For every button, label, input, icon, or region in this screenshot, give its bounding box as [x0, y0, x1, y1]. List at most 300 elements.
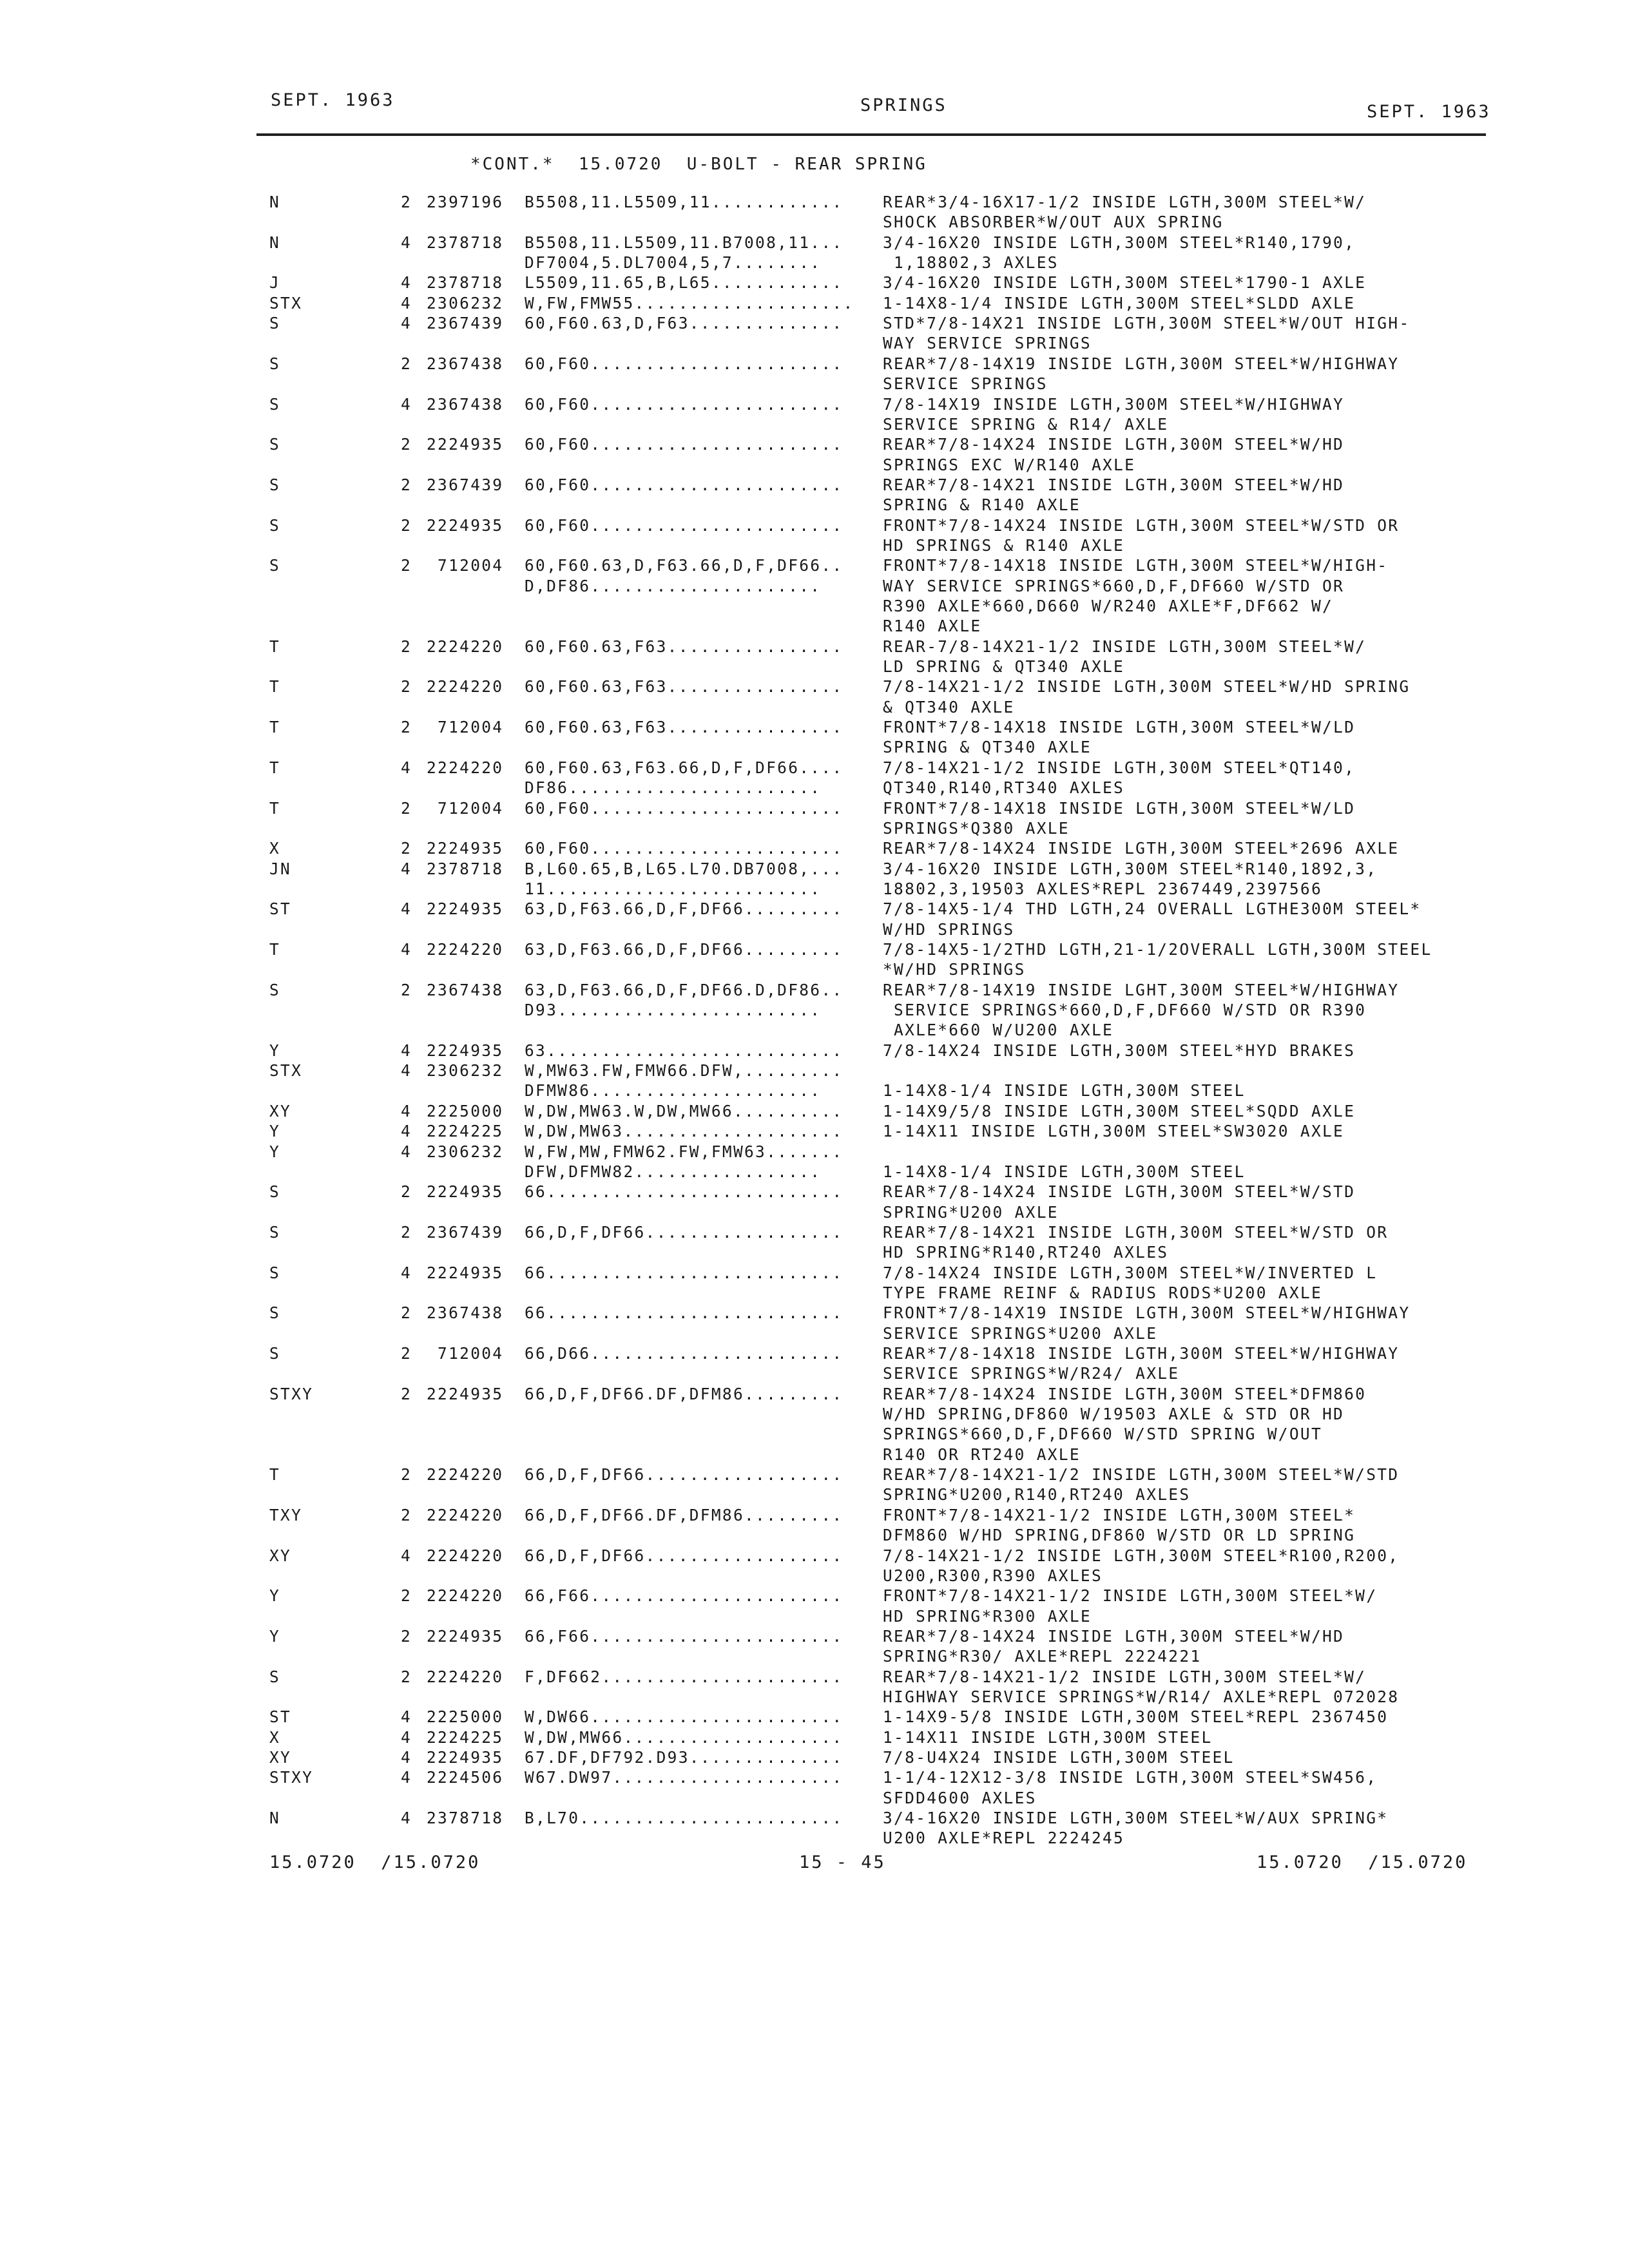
quantity: 4 — [401, 1768, 412, 1787]
quantity: 4 — [401, 1727, 412, 1747]
model-applications-line: B,L70........................ — [525, 1809, 843, 1827]
quantity: 4 — [401, 293, 412, 312]
quantity: 4 — [401, 1748, 412, 1767]
table-row — [0, 233, 1629, 273]
description-line: R140 AXLE — [883, 617, 982, 636]
model-applications-line: 60,F60....................... — [525, 515, 843, 535]
description-line: 7/8-14X5-1/4 THD LGTH,24 OVERALL LGTHE300M STEEL* — [883, 899, 1422, 919]
quantity: 2 — [401, 475, 412, 494]
description-line: SFDD4600 AXLES — [883, 1788, 1037, 1807]
quantity: 4 — [401, 1263, 412, 1282]
model-code: S — [269, 1263, 281, 1282]
part-number: 2225000 — [427, 1101, 504, 1120]
model-code: X — [269, 1727, 281, 1747]
description-line: REAR*7/8-14X19 INSIDE LGTH,300M STEEL*W/HIGHWAY — [883, 354, 1400, 373]
part-number: 2367438 — [427, 1303, 504, 1323]
quantity: 2 — [401, 1343, 412, 1363]
model-code: T — [269, 637, 281, 656]
quantity: 2 — [401, 677, 412, 697]
table-row — [0, 1727, 1629, 1747]
model-applications-line: B5508,11.L5509,11............ — [525, 193, 843, 211]
part-number: 2224506 — [427, 1768, 504, 1787]
description-line: R390 AXLE*660,D660 W/R240 AXLE*F,DF662 W/ — [883, 596, 1334, 615]
description-line: 7/8-14X19 INSIDE LGTH,300M STEEL*W/HIGHWAY — [883, 394, 1345, 414]
model-code: J — [269, 273, 281, 293]
description-line: HD SPRINGS & R140 AXLE — [883, 535, 1125, 555]
model-code: S — [269, 1667, 281, 1686]
model-code: S — [269, 556, 281, 575]
quantity: 2 — [401, 1384, 412, 1403]
model-applications-line: W,FW,MW,FMW62.FW,FMW63....... — [525, 1142, 843, 1161]
model-code: T — [269, 798, 281, 818]
part-number: 2367438 — [427, 980, 504, 999]
model-code: Y — [269, 1586, 281, 1606]
part-number: 2224220 — [427, 1505, 504, 1524]
description-line: *W/HD SPRINGS — [883, 960, 1026, 979]
part-number: 2367438 — [427, 354, 504, 373]
part-number: 2224935 — [427, 839, 504, 858]
model-applications-line: 60,F60.63,F63.66,D,F,DF66.... — [525, 758, 843, 777]
table-row — [0, 798, 1629, 839]
model-code: S — [269, 394, 281, 414]
description-line: 7/8-14X24 INSIDE LGTH,300M STEEL*HYD BRAKES — [883, 1041, 1356, 1060]
description-line: FRONT*7/8-14X24 INSIDE LGTH,300M STEEL*W/STD OR — [883, 515, 1400, 535]
description-line: 1-14X8-1/4 INSIDE LGTH,300M STEEL — [883, 1081, 1246, 1100]
part-number: 2224220 — [427, 758, 504, 777]
part-number: 2224220 — [427, 1586, 504, 1606]
model-applications-line: 66,D,F,DF66.DF,DFM86......... — [525, 1384, 843, 1403]
description-line: U200,R300,R390 AXLES — [883, 1566, 1103, 1585]
model-code: T — [269, 718, 281, 737]
description-line: 7/8-14X21-1/2 INSIDE LGTH,300M STEEL*QT140, — [883, 758, 1356, 777]
table-row — [0, 1667, 1629, 1707]
description-line: REAR*7/8-14X21 INSIDE LGTH,300M STEEL*W/STD OR — [883, 1222, 1389, 1242]
model-applications-line: 63,D,F63.66,D,F,DF66......... — [525, 899, 843, 919]
part-number: 2224935 — [427, 1182, 504, 1202]
quantity: 4 — [401, 314, 412, 333]
description-line: SPRING & R140 AXLE — [883, 495, 1081, 515]
model-code: S — [269, 435, 281, 454]
model-applications-line: 60,F60....................... — [525, 475, 843, 494]
header-date-left: SEPT. 1963 — [271, 90, 395, 110]
model-code: STXY — [269, 1768, 314, 1787]
model-applications-line: D,DF86..................... — [525, 576, 822, 595]
description-line: R140 OR RT240 AXLE — [883, 1445, 1081, 1464]
quantity: 4 — [401, 940, 412, 959]
description-line: 3/4-16X20 INSIDE LGTH,300M STEEL*R140,1892,3, — [883, 859, 1378, 878]
quantity: 4 — [401, 1809, 412, 1827]
description-line: REAR*7/8-14X24 INSIDE LGTH,300M STEEL*W/HD — [883, 435, 1345, 454]
description-line: HIGHWAY SERVICE SPRINGS*W/R14/ AXLE*REPL 072028 — [883, 1687, 1400, 1706]
description-line: 1-14X11 INSIDE LGTH,300M STEEL*SW3020 AXLE — [883, 1122, 1345, 1141]
description-line: SERVICE SPRINGS*660,D,F,DF660 W/STD OR R390 — [883, 1001, 1367, 1020]
description-line: REAR*7/8-14X24 INSIDE LGTH,300M STEEL*W/STD — [883, 1182, 1356, 1202]
table-row — [0, 838, 1629, 858]
table-row — [0, 1505, 1629, 1546]
table-row — [0, 1222, 1629, 1263]
quantity: 2 — [401, 1667, 412, 1686]
description-line: DFM860 W/HD SPRING,DF860 W/STD OR LD SPRING — [883, 1526, 1356, 1545]
description-line: U200 AXLE*REPL 2224245 — [883, 1829, 1125, 1848]
table-row — [0, 899, 1629, 939]
part-number: 2306232 — [427, 293, 504, 312]
table-row — [0, 1465, 1629, 1505]
table-row — [0, 434, 1629, 475]
quantity: 2 — [401, 980, 412, 999]
description-line: FRONT*7/8-14X18 INSIDE LGTH,300M STEEL*W/LD — [883, 798, 1356, 818]
model-code: Y — [269, 1626, 281, 1646]
description-line: REAR*3/4-16X17-1/2 INSIDE LGTH,300M STEEL*W/ — [883, 193, 1367, 211]
table-row — [0, 1808, 1629, 1849]
part-number: 2367439 — [427, 1222, 504, 1242]
description-line: SERVICE SPRINGS*U200 AXLE — [883, 1323, 1158, 1343]
quantity: 4 — [401, 859, 412, 878]
part-number: 2224220 — [427, 1546, 504, 1565]
model-applications-line: DF7004,5.DL7004,5,7........ — [525, 253, 822, 273]
description-line: REAR*7/8-14X21-1/2 INSIDE LGTH,300M STEEL*W/STD — [883, 1465, 1400, 1485]
description-line: 18802,3,19503 AXLES*REPL 2367449,2397566 — [883, 879, 1323, 898]
quantity: 2 — [401, 354, 412, 373]
description-line: SPRING*R30/ AXLE*REPL 2224221 — [883, 1647, 1202, 1666]
quantity: 2 — [401, 435, 412, 454]
quantity: 4 — [401, 394, 412, 414]
description-line: FRONT*7/8-14X19 INSIDE LGTH,300M STEEL*W/HIGHWAY — [883, 1303, 1411, 1323]
table-row — [0, 1626, 1629, 1667]
description-line: STD*7/8-14X21 INSIDE LGTH,300M STEEL*W/OUT HIGH- — [883, 314, 1411, 333]
quantity: 2 — [401, 839, 412, 858]
quantity: 2 — [401, 798, 412, 818]
model-code: JN — [269, 859, 292, 878]
model-applications-line: 66........................... — [525, 1303, 843, 1323]
description-line: TYPE FRAME REINF & RADIUS RODS*U200 AXLE — [883, 1283, 1323, 1302]
model-code: S — [269, 1222, 281, 1242]
description-line: 1-14X8-1/4 INSIDE LGTH,300M STEEL — [883, 1162, 1246, 1181]
quantity: 2 — [401, 1626, 412, 1646]
part-number: 2224935 — [427, 1263, 504, 1282]
description-line: SPRINGS*660,D,F,DF660 W/STD SPRING W/OUT — [883, 1425, 1323, 1444]
model-applications-line: 60,F60.63,F63................ — [525, 637, 843, 656]
table-row — [0, 313, 1629, 354]
table-row — [0, 1767, 1629, 1808]
table-row — [0, 273, 1629, 293]
model-code: TXY — [269, 1505, 303, 1524]
model-applications-line: DF86....................... — [525, 778, 822, 798]
table-row — [0, 637, 1629, 677]
quantity: 4 — [401, 1041, 412, 1060]
part-number: 2378718 — [427, 233, 504, 252]
part-number: 2397196 — [427, 193, 504, 211]
description-line: 1-14X9-5/8 INSIDE LGTH,300M STEEL*REPL 2367450 — [883, 1707, 1389, 1727]
part-number: 712004 — [427, 1343, 504, 1363]
quantity: 2 — [401, 515, 412, 535]
table-row — [0, 1546, 1629, 1586]
quantity: 2 — [401, 1505, 412, 1524]
part-number: 2378718 — [427, 859, 504, 878]
part-number: 2378718 — [427, 273, 504, 293]
model-applications-line: 60,F60....................... — [525, 435, 843, 454]
model-applications-line: 60,F60....................... — [525, 394, 843, 414]
description-line: REAR*7/8-14X24 INSIDE LGTH,300M STEEL*2696 AXLE — [883, 839, 1400, 858]
model-applications-line: 66........................... — [525, 1182, 843, 1202]
footer-page-number: 15 - 45 — [799, 1852, 886, 1872]
description-line: 1-14X8-1/4 INSIDE LGTH,300M STEEL*SLDD AXLE — [883, 293, 1356, 312]
table-row — [0, 1707, 1629, 1727]
model-code: T — [269, 1465, 281, 1485]
description-line: SERVICE SPRINGS*W/R24/ AXLE — [883, 1364, 1180, 1383]
table-row — [0, 515, 1629, 556]
quantity: 2 — [401, 1465, 412, 1485]
model-applications-line: W,FW,FMW55.................... — [525, 293, 854, 312]
model-applications-line: 66,D,F,DF66.................. — [525, 1546, 843, 1565]
model-applications-line: 66,F66....................... — [525, 1586, 843, 1606]
quantity: 2 — [401, 1222, 412, 1242]
table-row — [0, 758, 1629, 798]
model-code: S — [269, 515, 281, 535]
model-code: S — [269, 354, 281, 373]
part-number: 2367439 — [427, 475, 504, 494]
description-line: 3/4-16X20 INSIDE LGTH,300M STEEL*W/AUX SPRING* — [883, 1809, 1389, 1827]
part-number: 2224935 — [427, 899, 504, 919]
model-code: ST — [269, 1707, 292, 1727]
quantity: 4 — [401, 1707, 412, 1727]
table-row — [0, 1263, 1629, 1303]
description-line: 1,18802,3 AXLES — [883, 253, 1059, 273]
part-number: 2378718 — [427, 1809, 504, 1827]
table-row — [0, 293, 1629, 313]
model-applications-line: 66,D66....................... — [525, 1343, 843, 1363]
model-code: T — [269, 677, 281, 697]
quantity: 4 — [401, 1101, 412, 1120]
model-applications-line: 66,D,F,DF66.DF,DFM86......... — [525, 1505, 843, 1524]
model-applications-line: W,DW66....................... — [525, 1707, 843, 1727]
quantity: 4 — [401, 1142, 412, 1161]
description-line: SPRINGS*Q380 AXLE — [883, 818, 1070, 838]
model-code: ST — [269, 899, 292, 919]
model-code: S — [269, 980, 281, 999]
quantity: 4 — [401, 1122, 412, 1141]
description-line: 3/4-16X20 INSIDE LGTH,300M STEEL*1790-1 AXLE — [883, 273, 1367, 293]
description-line: REAR-7/8-14X21-1/2 INSIDE LGTH,300M STEEL*W/ — [883, 637, 1367, 656]
part-number: 2224935 — [427, 1041, 504, 1060]
description-line: FRONT*7/8-14X18 INSIDE LGTH,300M STEEL*W/HIGH- — [883, 556, 1389, 575]
quantity: 4 — [401, 273, 412, 293]
description-line: 7/8-14X24 INSIDE LGTH,300M STEEL*W/INVERTED L — [883, 1263, 1378, 1282]
model-applications-line: 66,D,F,DF66.................. — [525, 1465, 843, 1485]
quantity: 2 — [401, 637, 412, 656]
part-number: 2224225 — [427, 1727, 504, 1747]
quantity: 2 — [401, 718, 412, 737]
description-line: SHOCK ABSORBER*W/OUT AUX SPRING — [883, 213, 1224, 232]
model-applications-line: DFW,DFMW82................. — [525, 1162, 822, 1181]
model-applications-line: 66,F66....................... — [525, 1626, 843, 1646]
model-applications-line: B,L60.65,B,L65.L70.DB7008,... — [525, 859, 843, 878]
quantity: 2 — [401, 1182, 412, 1202]
model-applications-line: D93........................ — [525, 1001, 822, 1020]
description-line: REAR*7/8-14X19 INSIDE LGHT,300M STEEL*W/HIGHWAY — [883, 980, 1400, 999]
model-applications-line: 60,F60....................... — [525, 798, 843, 818]
table-row — [0, 1384, 1629, 1465]
table-row — [0, 192, 1629, 233]
quantity: 2 — [401, 556, 412, 575]
description-line: W/HD SPRING,DF860 W/19503 AXLE & STD OR HD — [883, 1405, 1345, 1424]
part-number: 2367438 — [427, 394, 504, 414]
model-applications-line: 11......................... — [525, 879, 822, 898]
footer-section-left: 15.0720 /15.0720 — [269, 1852, 481, 1872]
description-line: 7/8-14X21-1/2 INSIDE LGTH,300M STEEL*W/HD SPRING — [883, 677, 1411, 697]
quantity: 4 — [401, 1546, 412, 1565]
part-number: 2224935 — [427, 435, 504, 454]
model-code: N — [269, 1809, 281, 1827]
description-line: REAR*7/8-14X24 INSIDE LGTH,300M STEEL*DFM860 — [883, 1384, 1367, 1403]
quantity: 4 — [401, 233, 412, 252]
description-line: FRONT*7/8-14X21-1/2 INSIDE LGTH,300M STEEL*W/ — [883, 1586, 1378, 1606]
footer-section-right: 15.0720 /15.0720 — [1257, 1852, 1468, 1872]
part-number: 2224935 — [427, 1384, 504, 1403]
table-row — [0, 1121, 1629, 1141]
model-applications-line: DFMW86..................... — [525, 1081, 822, 1100]
part-number: 712004 — [427, 798, 504, 818]
description-line: 7/8-U4X24 INSIDE LGTH,300M STEEL — [883, 1748, 1235, 1767]
model-code: XY — [269, 1748, 292, 1767]
header-date-right: SEPT. 1963 — [1367, 102, 1491, 122]
description-line: AXLE*660 W/U200 AXLE — [883, 1021, 1114, 1040]
table-row — [0, 939, 1629, 980]
table-row — [0, 394, 1629, 435]
model-code: S — [269, 1182, 281, 1202]
description-line: WAY SERVICE SPRINGS*660,D,F,DF660 W/STD OR — [883, 576, 1345, 595]
model-code: XY — [269, 1101, 292, 1120]
description-line: 1-14X11 INSIDE LGTH,300M STEEL — [883, 1727, 1213, 1747]
description-line: SERVICE SPRING & R14/ AXLE — [883, 414, 1169, 434]
part-number: 712004 — [427, 556, 504, 575]
part-number: 2224220 — [427, 677, 504, 697]
header-title: SPRINGS — [860, 95, 947, 115]
description-line: 7/8-14X21-1/2 INSIDE LGTH,300M STEEL*R100,R200, — [883, 1546, 1400, 1565]
table-row — [0, 1303, 1629, 1343]
model-code: N — [269, 233, 281, 252]
model-applications-line: F,DF662...................... — [525, 1667, 843, 1686]
model-applications-line: 67.DF,DF792.D93.............. — [525, 1748, 843, 1767]
model-applications-line: 66........................... — [525, 1263, 843, 1282]
quantity: 4 — [401, 899, 412, 919]
part-number: 2306232 — [427, 1061, 504, 1080]
model-applications-line: B5508,11.L5509,11.B7008,11... — [525, 233, 843, 252]
model-applications-line: W67.DW97..................... — [525, 1768, 843, 1787]
part-number: 2224220 — [427, 1667, 504, 1686]
part-number: 2225000 — [427, 1707, 504, 1727]
description-line: FRONT*7/8-14X21-1/2 INSIDE LGTH,300M STEEL* — [883, 1505, 1356, 1524]
model-code: XY — [269, 1546, 292, 1565]
description-line: 7/8-14X5-1/2THD LGTH,21-1/2OVERALL LGTH,300M STEEL — [883, 940, 1432, 959]
model-applications-line: 66,D,F,DF66.................. — [525, 1222, 843, 1242]
table-row — [0, 1343, 1629, 1384]
model-code: Y — [269, 1142, 281, 1161]
description-line: HD SPRING*R140,RT240 AXLES — [883, 1243, 1169, 1262]
quantity: 4 — [401, 758, 412, 777]
description-line: SPRING & QT340 AXLE — [883, 738, 1092, 757]
model-applications-line: W,DW,MW63.................... — [525, 1122, 843, 1141]
description-line: FRONT*7/8-14X18 INSIDE LGTH,300M STEEL*W/LD — [883, 718, 1356, 737]
table-row — [0, 859, 1629, 899]
model-applications-line: 60,F60....................... — [525, 354, 843, 373]
model-code: STX — [269, 1061, 303, 1080]
model-code: S — [269, 1303, 281, 1323]
description-line: SPRINGS EXC W/R140 AXLE — [883, 455, 1136, 474]
table-row — [0, 1101, 1629, 1121]
description-line: REAR*7/8-14X21 INSIDE LGTH,300M STEEL*W/HD — [883, 475, 1345, 494]
quantity: 2 — [401, 193, 412, 211]
model-applications-line: 63........................... — [525, 1041, 843, 1060]
table-row — [0, 1041, 1629, 1061]
model-applications-line: 60,F60.63,D,F63.............. — [525, 314, 843, 333]
description-line: & QT340 AXLE — [883, 697, 1015, 716]
model-applications-line: 63,D,F63.66,D,F,DF66.D,DF86.. — [525, 980, 843, 999]
model-applications-line: W,DW,MW66.................... — [525, 1727, 843, 1747]
model-code: N — [269, 193, 281, 211]
table-row — [0, 555, 1629, 636]
part-number: 2367439 — [427, 314, 504, 333]
model-applications-line: 60,F60.63,F63................ — [525, 718, 843, 737]
model-applications-line: 60,F60.63,F63................ — [525, 677, 843, 697]
description-line: SERVICE SPRINGS — [883, 374, 1048, 394]
table-row — [0, 354, 1629, 394]
description-line: HD SPRING*R300 AXLE — [883, 1606, 1092, 1626]
table-row — [0, 1061, 1629, 1101]
description-line: 1-1/4-12X12-3/8 INSIDE LGTH,300M STEEL*SW456, — [883, 1768, 1378, 1787]
part-number: 2306232 — [427, 1142, 504, 1161]
table-row — [0, 1142, 1629, 1182]
part-number: 2224220 — [427, 637, 504, 656]
part-number: 2224225 — [427, 1122, 504, 1141]
description-line: LD SPRING & QT340 AXLE — [883, 657, 1125, 677]
model-code: S — [269, 314, 281, 333]
table-row — [0, 677, 1629, 717]
part-number: 2224935 — [427, 515, 504, 535]
description-line: WAY SERVICE SPRINGS — [883, 334, 1092, 353]
section-title: *CONT.* 15.0720 U-BOLT - REAR SPRING — [470, 155, 927, 174]
quantity: 4 — [401, 1061, 412, 1080]
model-applications-line: 60,F60....................... — [525, 839, 843, 858]
model-applications-line: W,MW63.FW,FMW66.DFW,......... — [525, 1061, 843, 1080]
model-code: STX — [269, 293, 303, 312]
model-applications-line: 60,F60.63,D,F63.66,D,F,DF66.. — [525, 556, 843, 575]
model-code: Y — [269, 1041, 281, 1060]
table-row — [0, 1182, 1629, 1222]
description-line: REAR*7/8-14X21-1/2 INSIDE LGTH,300M STEEL*W/ — [883, 1667, 1367, 1686]
quantity: 2 — [401, 1586, 412, 1606]
part-number: 2224935 — [427, 1748, 504, 1767]
table-row — [0, 1747, 1629, 1767]
description-line: SPRING*U200 AXLE — [883, 1202, 1059, 1222]
description-line: QT340,R140,RT340 AXLES — [883, 778, 1125, 798]
description-line: REAR*7/8-14X18 INSIDE LGTH,300M STEEL*W/HIGHWAY — [883, 1343, 1400, 1363]
model-applications-line: L5509,11.65,B,L65............ — [525, 273, 843, 293]
model-code: X — [269, 839, 281, 858]
model-code: S — [269, 475, 281, 494]
table-row — [0, 1586, 1629, 1626]
model-code: Y — [269, 1122, 281, 1141]
quantity: 2 — [401, 1303, 412, 1323]
model-code: T — [269, 758, 281, 777]
model-applications-line: 63,D,F63.66,D,F,DF66......... — [525, 940, 843, 959]
part-number: 2224220 — [427, 1465, 504, 1485]
table-row — [0, 475, 1629, 515]
model-code: STXY — [269, 1384, 314, 1403]
table-row — [0, 980, 1629, 1041]
description-line: 1-14X9/5/8 INSIDE LGTH,300M STEEL*SQDD AXLE — [883, 1101, 1356, 1120]
table-row — [0, 717, 1629, 758]
description-line: 3/4-16X20 INSIDE LGTH,300M STEEL*R140,1790, — [883, 233, 1356, 252]
